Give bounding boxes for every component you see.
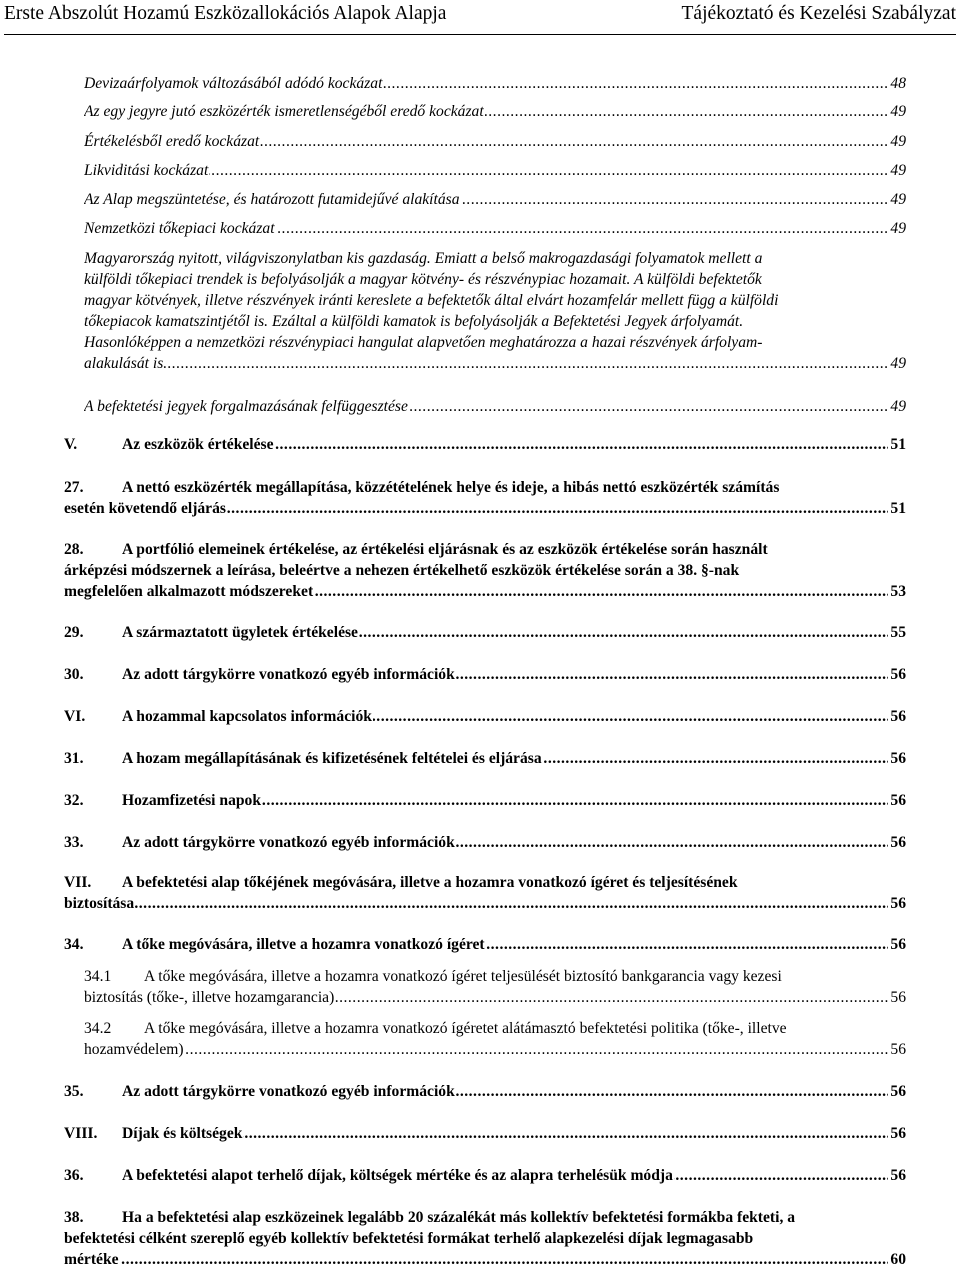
toc-page-number: 49	[890, 355, 906, 372]
toc-entry-title-line: biztosítás (tőke-, illetve hozamgarancia)	[84, 989, 335, 1006]
toc-subsection-entry[interactable]	[84, 1018, 906, 1060]
toc-entry-title: Likviditási kockázat	[84, 162, 209, 179]
toc-section-number: 31.	[64, 750, 84, 767]
toc-section-entry[interactable]	[64, 832, 906, 853]
toc-entry-title-line: Ha a befektetési alap eszközeinek legalább 20 százalékát más kollektív befektetési formákba fekteti, a	[122, 1209, 796, 1226]
toc-page-number: 56	[890, 792, 906, 809]
toc-section-number: 34.	[64, 936, 84, 953]
toc-page-number: 56	[890, 750, 906, 767]
toc-section-number: VII.	[64, 874, 92, 891]
toc-section-entry[interactable]	[64, 1123, 906, 1144]
toc-entry-title: Díjak és költségek	[122, 1125, 243, 1142]
header-fund-name: Erste Abszolút Hozamú Eszközallokációs Alapok Alapja	[4, 3, 447, 24]
toc-section-entry[interactable]	[64, 934, 906, 955]
toc-entry-title-line: magyar kötvények, illetve részvények iránti kereslete a befektetők által elvárt hozamfelár mellett függ a külföldi	[84, 292, 779, 309]
toc-subsection-entry[interactable]	[84, 966, 906, 1008]
toc-page-number: 49	[890, 103, 906, 120]
toc-entry-title-line: A nettó eszközérték megállapítása, közzétételének helye és ideje, a hibás nettó eszközérték számítás	[122, 479, 780, 496]
toc-page-number: 56	[890, 1083, 906, 1100]
toc-section-entry[interactable]	[64, 539, 906, 602]
toc-entry[interactable]	[84, 189, 906, 210]
toc-entry[interactable]	[84, 101, 906, 122]
toc-entry-title: Az adott tárgykörre vonatkozó egyéb információk	[122, 666, 455, 683]
toc-entry-title-line: megfelelően alkalmazott módszereket	[64, 583, 314, 600]
toc-entry-title: Az adott tárgykörre vonatkozó egyéb információk	[122, 1083, 455, 1100]
toc-section-number: VI.	[64, 708, 86, 725]
toc-page-number: 49	[890, 162, 906, 179]
toc-entry[interactable]	[84, 396, 906, 417]
toc-page-number: 60	[890, 1251, 906, 1268]
toc-section-number: 29.	[64, 624, 84, 641]
toc-entry-title: A hozammal kapcsolatos információk	[122, 708, 372, 725]
toc-section-number: 28.	[64, 541, 84, 558]
toc-section-number: V.	[64, 436, 78, 453]
toc-entry-title: Az egy jegyre jutó eszközérték ismeretlenségéből eredő kockázat	[84, 103, 484, 120]
toc-section-entry[interactable]	[64, 434, 906, 455]
toc-entry-title-line: hozamvédelem)	[84, 1041, 184, 1058]
toc-entry-title: Devizaárfolyamok változásából adódó kockázat	[84, 75, 383, 92]
toc-entry-title: A tőke megóvására, illetve a hozamra vonatkozó ígéret	[122, 936, 485, 953]
toc-entry-title-line: A portfólió elemeinek értékelése, az értékelési eljárásnak és az eszközök értékelése során használt	[122, 541, 768, 558]
toc-entry-title: A hozam megállapításának és kifizetésének feltételei és eljárása	[122, 750, 542, 767]
toc-section-number: 32.	[64, 792, 84, 809]
toc-entry-title: Hozamfizetési napok	[122, 792, 262, 809]
toc-section-number: 36.	[64, 1167, 84, 1184]
toc-entry-title-line: árképzési módszernek a leírása, beleértve a nehezen értékelhető eszközök értékelése során a 38. §-nak	[64, 562, 740, 579]
toc-entry-title-line: biztosítása	[64, 895, 135, 912]
toc-entry-title-line: Hasonlóképpen a nemzetközi részvénypiaci hangulat alapvetően meghatározza a hazai részvények árfolyam-	[84, 334, 763, 351]
toc-page-number: 56	[890, 989, 906, 1006]
toc-page-number: 49	[890, 220, 906, 237]
toc-section-number: 38.	[64, 1209, 84, 1226]
toc-page-number: 49	[890, 398, 906, 415]
toc-entry-title: A befektetési alapot terhelő díjak, költségek mértéke és az alapra terhelésük módja	[122, 1167, 673, 1184]
toc-page-number: 49	[890, 191, 906, 208]
toc-subsection-number: 34.1	[84, 968, 112, 985]
toc-page-number: 56	[890, 1041, 906, 1058]
toc-section-number: VIII.	[64, 1125, 98, 1142]
toc-entry-title-line: esetén követendő eljárás	[64, 500, 226, 517]
toc-entry-title-line: külföldi tőkepiaci trendek is befolyásolják a magyar kötvény- és részvénypiac hozamait. A külföldi befektetők	[84, 271, 762, 288]
toc-entry[interactable]	[84, 218, 906, 239]
toc-entry[interactable]	[84, 73, 906, 94]
toc-section-number: 30.	[64, 666, 84, 683]
toc-entry-title: Az eszközök értékelése	[122, 436, 274, 453]
toc-page-number: 56	[890, 1167, 906, 1184]
toc-section-entry[interactable]	[64, 872, 906, 914]
toc-section-entry[interactable]	[64, 1081, 906, 1102]
toc-entry-title: Az adott tárgykörre vonatkozó egyéb információk	[122, 834, 455, 851]
toc-page-number: 49	[890, 133, 906, 150]
header-document-title: Tájékoztató és Kezelési Szabályzat	[681, 3, 956, 24]
toc-section-entry[interactable]	[64, 477, 906, 519]
toc-page-number: 56	[890, 666, 906, 683]
toc-page-number: 51	[890, 500, 906, 517]
toc-section-entry[interactable]	[64, 790, 906, 811]
toc-entry-title-line: A tőke megóvására, illetve a hozamra vonatkozó ígéret teljesülését biztosító bankgarancia vagy kezesi	[144, 968, 782, 985]
toc-entry-title-line: befektetési célként szereplő egyéb kollektív befektetési formákat terhelő alapkezelési díjak legmagasabb	[64, 1230, 754, 1247]
toc-section-entry[interactable]	[64, 706, 906, 727]
toc-page-number: 56	[890, 834, 906, 851]
toc-page-number: 48	[890, 75, 906, 92]
toc-entry-title-line: A befektetési alap tőkéjének megóvására, illetve a hozamra vonatkozó ígéret és teljesítésének	[122, 874, 738, 891]
toc-subsection-number: 34.2	[84, 1020, 112, 1037]
toc-page-number: 53	[890, 583, 906, 600]
toc-entry-title-line: alakulását is.	[84, 355, 168, 372]
toc-entry-title-line: mértéke	[64, 1251, 119, 1268]
toc-entry-title: Az Alap megszüntetése, és határozott futamidejűvé alakítása	[84, 191, 460, 208]
toc-entry-title: A befektetési jegyek forgalmazásának felfüggesztése	[84, 398, 408, 415]
toc-entry-title-line: tőkepiacok kamatszintjétől is. Ezáltal a külföldi kamatok is befolyásolják a Befektetési Jegyek árfolyamát.	[84, 313, 744, 330]
toc-section-number: 35.	[64, 1083, 84, 1100]
toc-entry[interactable]	[84, 160, 906, 181]
toc-entry-title: Nemzetközi tőkepiaci kockázat	[84, 220, 275, 237]
toc-page-number: 56	[890, 1125, 906, 1142]
toc-entry-title: Értékelésből eredő kockázat	[84, 133, 260, 150]
toc-section-entry[interactable]	[64, 622, 906, 643]
toc-page-number: 56	[890, 708, 906, 725]
toc-entry-title: A származtatott ügyletek értékelése	[122, 624, 358, 641]
toc-section-entry[interactable]	[64, 664, 906, 685]
toc-section-entry[interactable]	[64, 1207, 906, 1270]
page-header	[4, 0, 956, 35]
toc-section-entry[interactable]	[64, 1165, 906, 1186]
toc-page-number: 51	[890, 436, 906, 453]
toc-section-entry[interactable]	[64, 748, 906, 769]
toc-entry-title-line: A tőke megóvására, illetve a hozamra vonatkozó ígéretet alátámasztó befektetési politika (tőke-, illetve	[144, 1020, 787, 1037]
toc-entry-title-line: Magyarország nyitott, világviszonylatban kis gazdaság. Emiatt a belső makrogazdasági folyamatok mellett a	[84, 250, 763, 267]
toc-section-number: 33.	[64, 834, 84, 851]
toc-entry[interactable]	[84, 131, 906, 152]
toc-page-number: 56	[890, 936, 906, 953]
toc-section-number: 27.	[64, 479, 84, 496]
toc-page-number: 55	[890, 624, 906, 641]
toc-entry[interactable]	[84, 248, 906, 374]
toc-page-number: 56	[890, 895, 906, 912]
